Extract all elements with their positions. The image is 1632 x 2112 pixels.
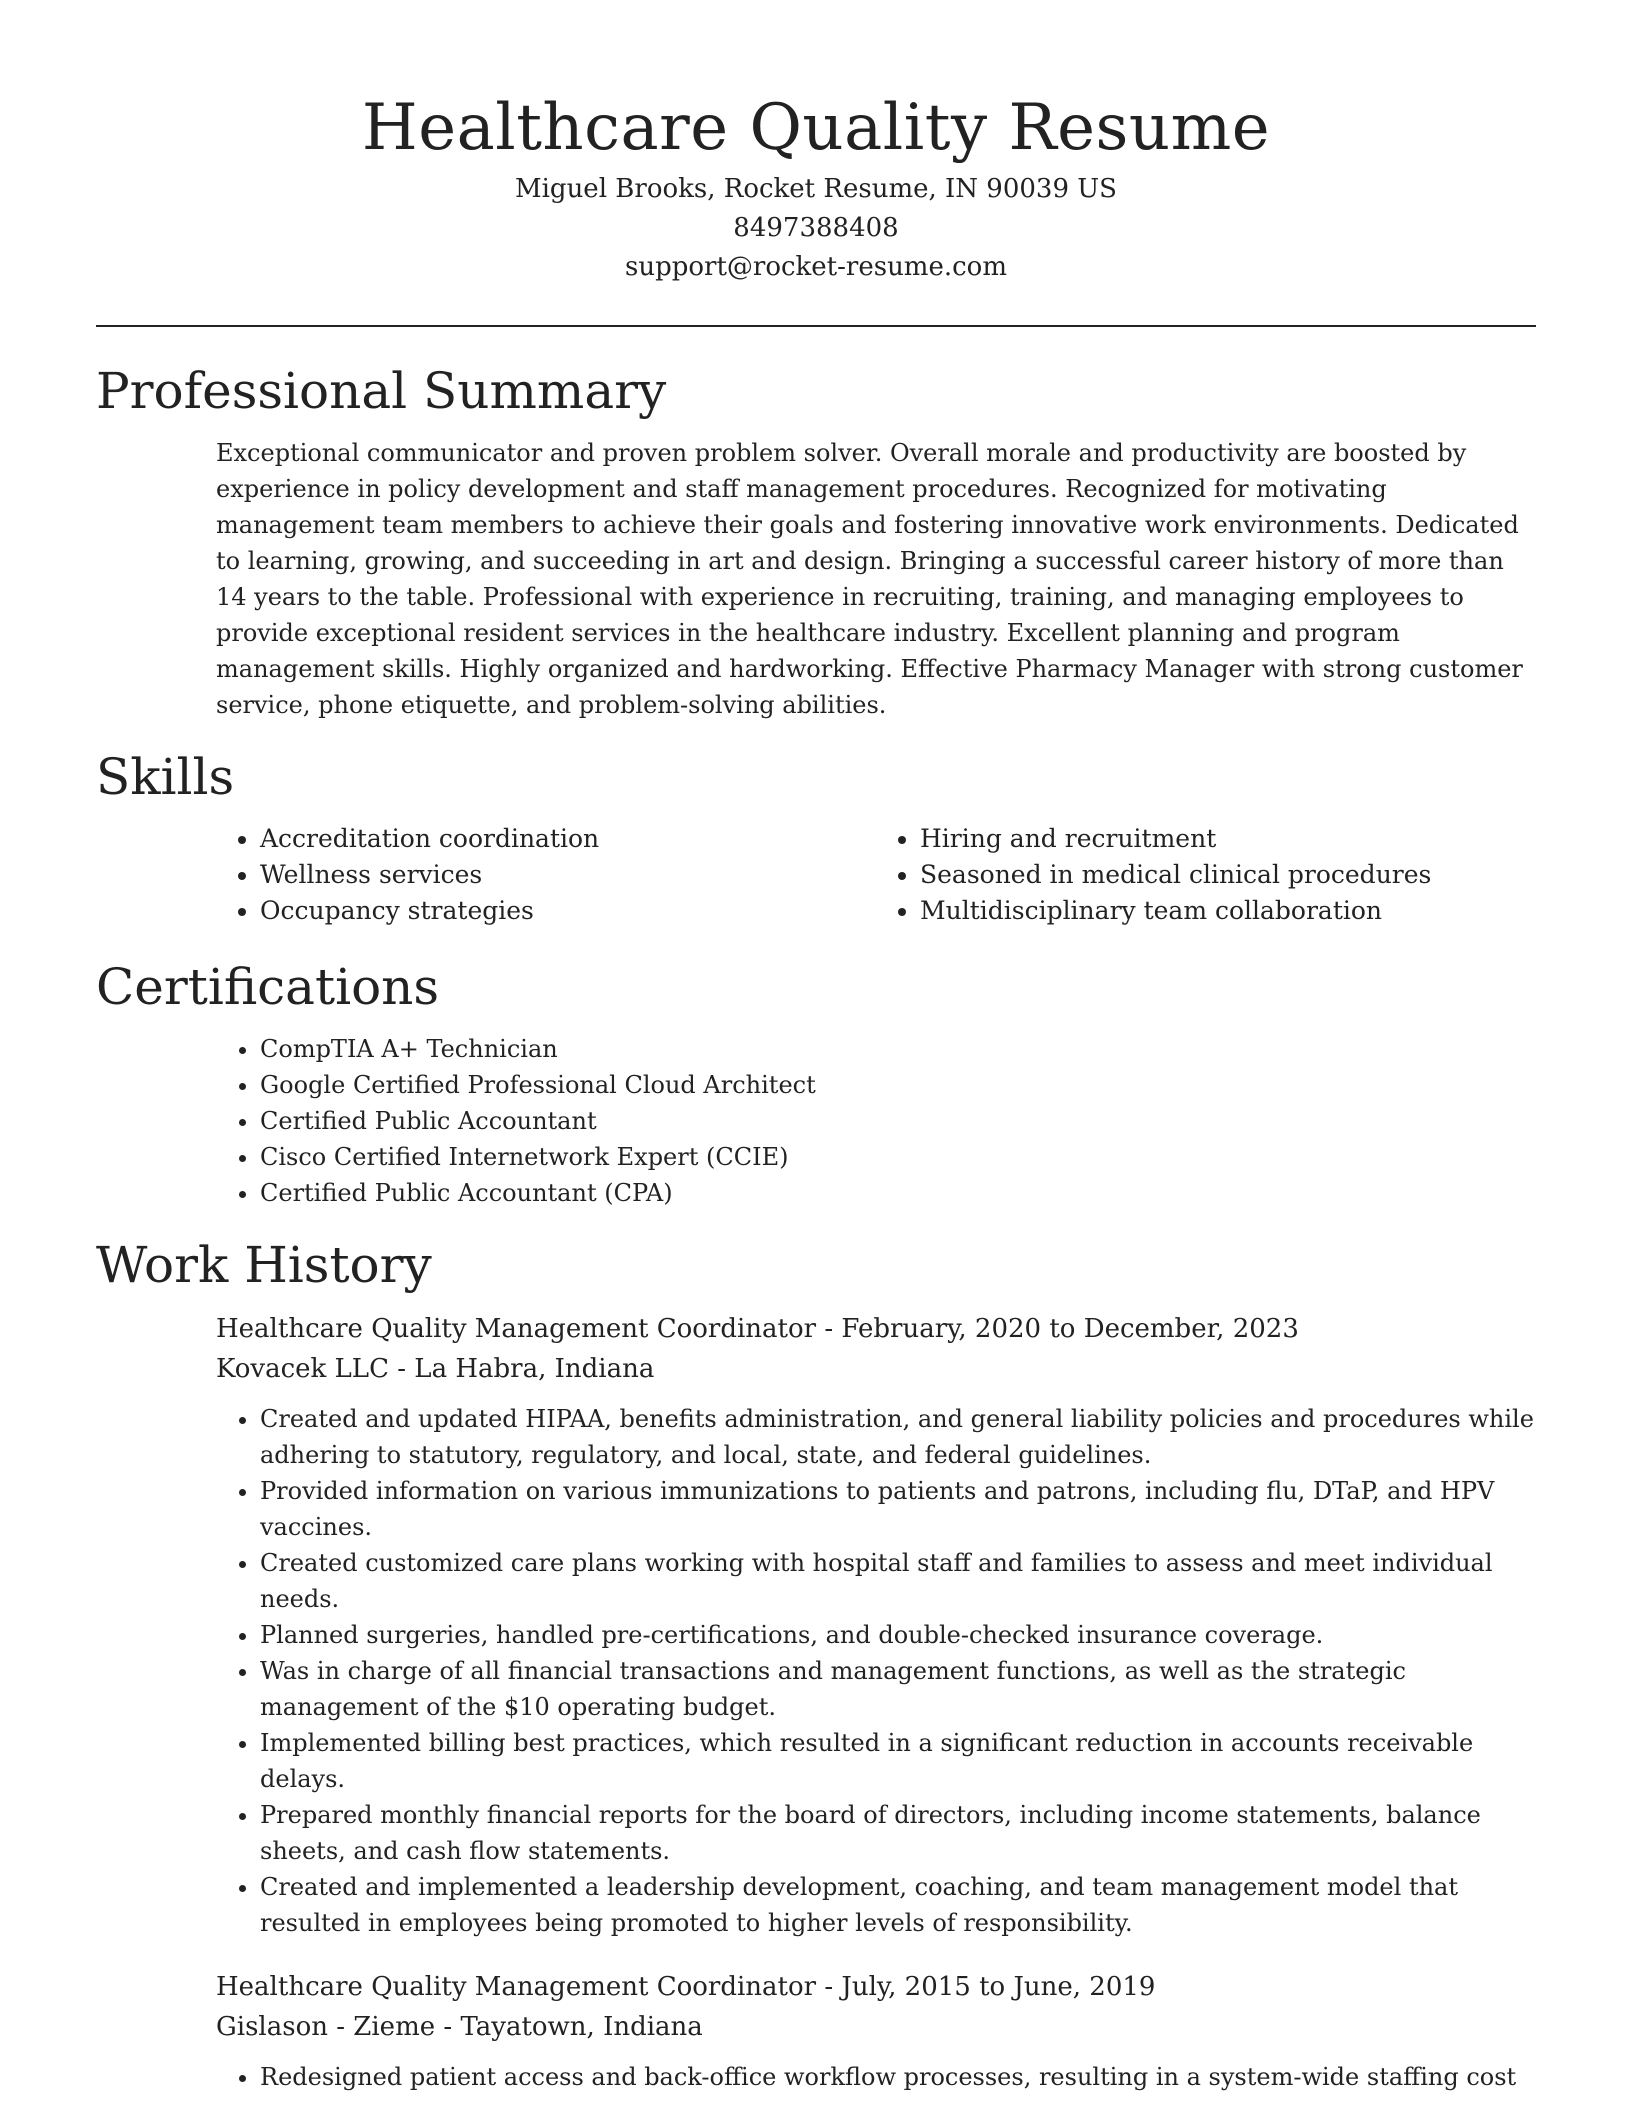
job-entry — [216, 1967, 1536, 2095]
job-bullet: • Created customized care plans working with hospital staff and families to assess and meet individual needs. — [260, 1545, 1536, 1617]
company-location-separator: - — [435, 2012, 461, 2042]
skill-item: • Wellness services — [260, 857, 876, 893]
job-bullet: • Implemented billing best practices, which resulted in a significant reduction in accounts receivable delays. — [260, 1725, 1536, 1797]
job-bullet: • Created and updated HIPAA, benefits administration, and general liability policies and procedures while adhering to statutory, regulatory, and local, state, and federal guidelines. — [260, 1401, 1536, 1473]
company-location-separator: - — [388, 1354, 415, 1384]
skill-item: • Multidisciplinary team collaboration — [920, 893, 1536, 929]
contact-email: support@rocket-resume.com — [624, 252, 1007, 282]
resume-title: Healthcare Quality Resume — [361, 91, 1271, 165]
certification-item: • Certified Public Accountant (CPA) — [260, 1175, 1536, 1211]
skills-grid — [216, 821, 1536, 929]
contact-address: Miguel Brooks, Rocket Resume, IN 90039 US — [514, 174, 1117, 204]
skill-item: • Seasoned in medical clinical procedures — [920, 857, 1536, 893]
job-bullets — [216, 2059, 1536, 2095]
job-location: Tayatown, Indiana — [460, 2012, 703, 2042]
certifications-list — [216, 1031, 1536, 1211]
job-title-line — [216, 1967, 1536, 2007]
job-location: La Habra, Indiana — [414, 1354, 655, 1384]
certification-item: • Certified Public Accountant — [260, 1103, 1536, 1139]
header-divider — [96, 325, 1536, 327]
summary-heading: Professional Summary — [96, 362, 667, 420]
skills-column-right — [876, 821, 1536, 929]
skill-item: • Occupancy strategies — [260, 893, 876, 929]
job-bullets — [216, 1401, 1536, 1941]
resume-page — [96, 0, 1536, 2095]
job-company: Gislason - Zieme — [216, 2012, 436, 2042]
skills-heading: Skills — [96, 748, 235, 806]
job-company-line — [216, 2007, 1536, 2047]
resume-header — [96, 0, 1536, 287]
skill-item: • Accreditation coordination — [260, 821, 876, 857]
job-title: Healthcare Quality Management Coordinator — [216, 1972, 817, 2002]
job-bullet: • Provided information on various immunizations to patients and patrons, including flu, DTaP, and HPV vaccines. — [260, 1473, 1536, 1545]
job-bullet: • Planned surgeries, handled pre-certifications, and double-checked insurance coverage. — [260, 1617, 1536, 1653]
summary-text: Exceptional communicator and proven problem solver. Overall morale and productivity are boosted by experience in policy development and staff management procedures. Recognized for motivating management team members to achieve their goals and fostering innovative work environments. Dedicated to learning, growing, and succeeding in art and design. Bringing a successful career history of more than 14 years to the table. Professional with experience in recruiting, training, and managing employees to provide exceptional resident services in the healthcare industry. Excellent planning and program management skills. Highly organized and hardworking. Effective Pharmacy Manager with strong customer service, phone etiquette, and problem-solving abilities. — [216, 439, 1523, 719]
certification-item: • CompTIA A+ Technician — [260, 1031, 1536, 1067]
job-title: Healthcare Quality Management Coordinator — [216, 1314, 817, 1344]
certifications-heading: Certifications — [96, 958, 440, 1016]
title-date-separator: - — [816, 1972, 842, 2002]
contact-phone: 8497388408 — [733, 213, 899, 243]
job-dates: July, 2015 to June, 2019 — [841, 1972, 1156, 2002]
job-bullet: • Created and implemented a leadership development, coaching, and team management model that resulted in employees being promoted to higher levels of responsibility. — [260, 1869, 1536, 1941]
job-bullet: • Redesigned patient access and back-office workflow processes, resulting in a system-wide staffing cost — [260, 2059, 1536, 2095]
skill-item: • Hiring and recruitment — [920, 821, 1536, 857]
job-title-line — [216, 1309, 1536, 1349]
job-dates: February, 2020 to December, 2023 — [841, 1314, 1299, 1344]
job-company-line — [216, 1349, 1536, 1389]
job-company: Kovacek LLC — [216, 1354, 389, 1384]
job-bullet: • Prepared monthly financial reports for the board of directors, including income statements, balance sheets, and cash flow statements. — [260, 1797, 1536, 1869]
work-history-heading: Work History — [96, 1236, 432, 1294]
title-date-separator: - — [816, 1314, 842, 1344]
certification-item: • Google Certified Professional Cloud Architect — [260, 1067, 1536, 1103]
job-entry — [216, 1309, 1536, 1941]
certification-item: • Cisco Certified Internetwork Expert (CCIE) — [260, 1139, 1536, 1175]
skills-column-left — [216, 821, 876, 929]
job-bullet: • Was in charge of all financial transactions and management functions, as well as the strategic management of the $10 operating budget. — [260, 1653, 1536, 1725]
